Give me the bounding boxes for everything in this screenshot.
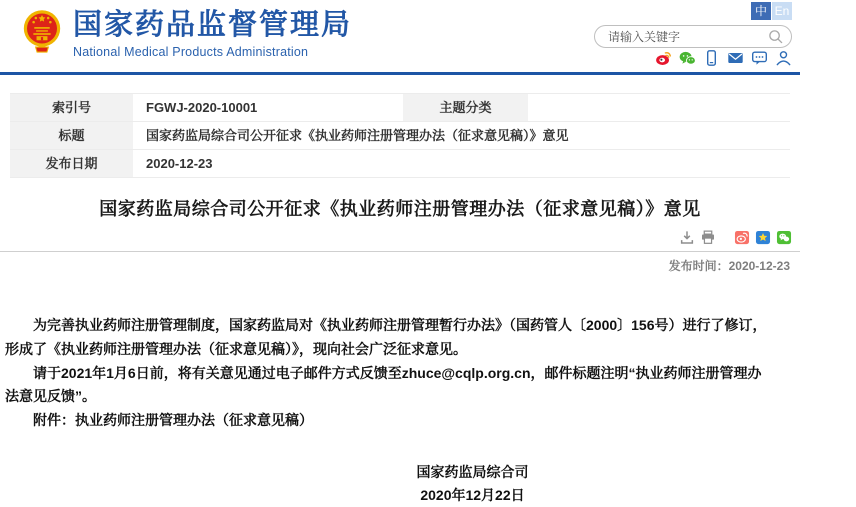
meta-value-index: FGWJ-2020-10001 [133,94,403,121]
meta-value-date: 2020-12-23 [133,150,790,177]
meta-label-title: 标题 [10,122,133,149]
download-icon[interactable] [679,230,695,245]
table-row [10,94,790,122]
site-header [0,0,800,72]
lang-en-button[interactable]: En [772,2,792,20]
wechat-icon[interactable] [679,50,696,66]
search-icon[interactable] [768,29,783,44]
page-title: 国家药监局综合司公开征求《执业药师注册管理办法（征求意见稿）》意见 [99,199,701,219]
table-row [10,122,790,150]
article-body [5,314,772,507]
paragraph-feedback: 请于2021年1月6日前，将有关意见通过电子邮件方式反馈至zhuce@cqlp.org.cn，邮件标题注明“执业药师注册管理办法意见反馈”。 [5,364,762,405]
attachment-link[interactable]: 附件：执业药师注册管理办法（征求意见稿） [33,412,313,429]
table-row [10,150,790,178]
article-toolbar [0,230,792,245]
meta-label-topic: 主题分类 [403,94,528,121]
title-divider [0,251,800,252]
share-qzone-icon[interactable] [755,230,771,245]
meta-label-date: 发布日期 [10,150,133,177]
search-box[interactable] [594,25,792,48]
site-titles [73,8,352,59]
signature-date: 2020年12月22日 [420,487,525,504]
document-meta-table [10,93,790,178]
paragraph-intro: 为完善执业药师注册管理制度，国家药监局对《执业药师注册管理暂行办法》（国药管人〔2000〕156号）进行了修订，形成了《执业药师注册管理办法（征求意见稿）》，现向社会广泛征求意见。 [5,317,767,357]
meta-value-topic [528,94,790,121]
publish-time: 发布时间：2020-12-23 [668,259,790,273]
national-emblem-icon [22,9,62,57]
header-divider [0,72,800,75]
message-icon[interactable] [751,50,768,66]
mail-icon[interactable] [727,50,744,66]
language-switch [751,2,792,20]
site-logo[interactable] [22,8,352,59]
signature-block [89,461,856,507]
social-icons-row [655,50,792,66]
weibo-icon[interactable] [655,50,672,66]
print-icon[interactable] [700,230,716,245]
meta-label-index: 索引号 [10,94,133,121]
mobile-icon[interactable] [703,50,720,66]
site-name: 国家药品监督管理局 [73,9,353,41]
meta-value-title: 国家药监局综合司公开征求《执业药师注册管理办法（征求意见稿）》意见 [133,122,790,149]
signature-department: 国家药监局综合司 [416,463,529,480]
user-icon[interactable] [775,50,792,66]
share-wechat-icon[interactable] [776,230,792,245]
search-input[interactable] [608,30,768,44]
share-weibo-icon[interactable] [734,230,750,245]
lang-zh-button[interactable]: 中 [751,2,771,20]
site-name-en: National Medical Products Administration [73,45,309,59]
